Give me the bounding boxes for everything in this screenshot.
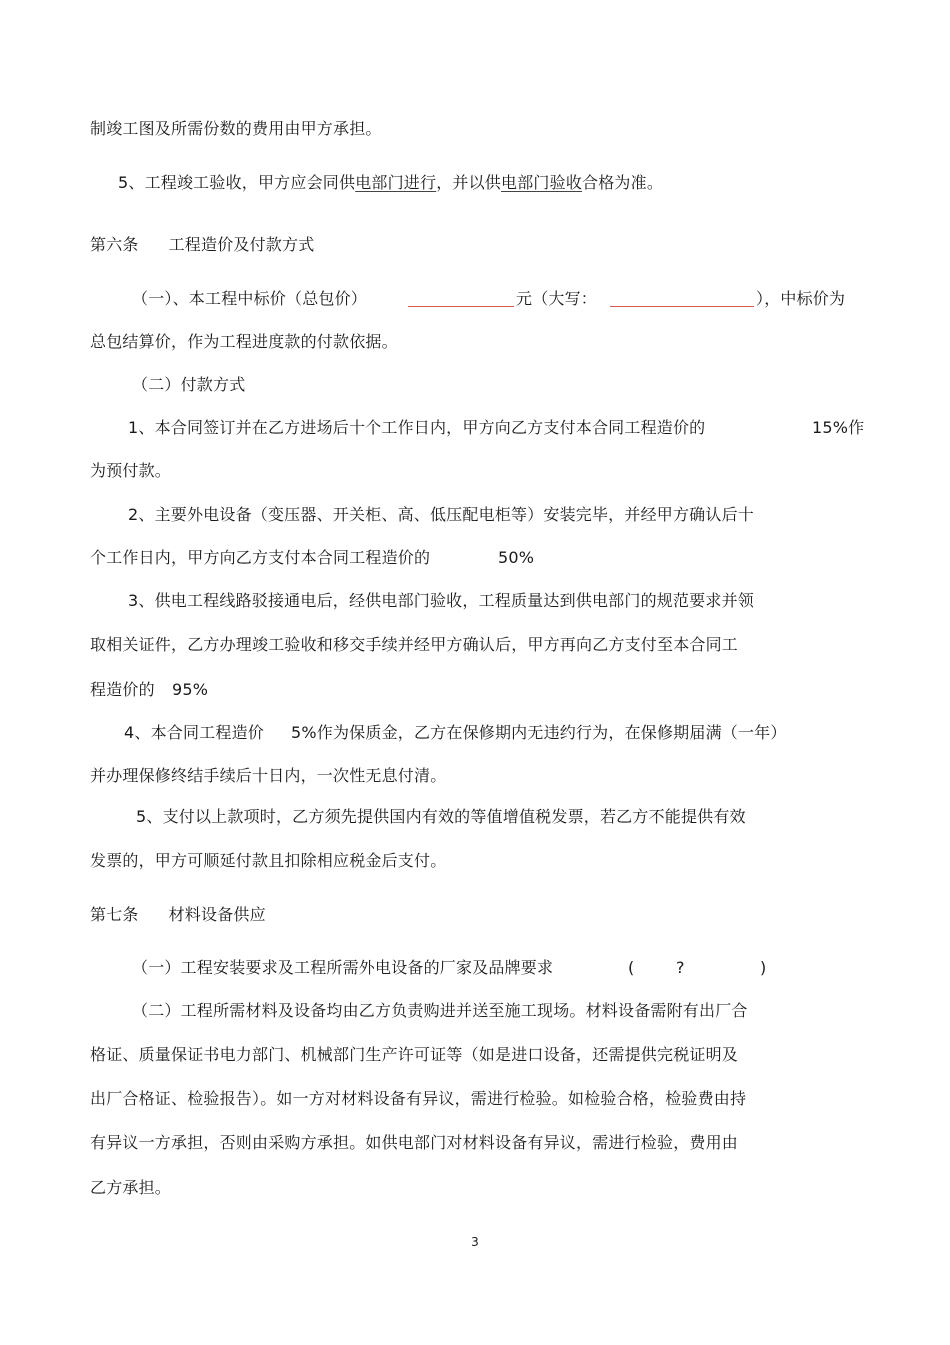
material-clause-1-question: ?	[676, 958, 685, 977]
paragraph-line: 有异议一方承担，否则由采购方承担。如供电部门对材料设备有异议，需进行检验，费用由	[90, 1133, 739, 1152]
payment-clause-2: 2、主要外电设备（变压器、开关柜、高、低压配电柜等）安装完毕，并经甲方确认后十	[128, 505, 754, 524]
paragraph-line: 乙方承担。	[90, 1178, 172, 1197]
paragraph-line: 总包结算价，作为工程进度款的付款依据。	[90, 332, 398, 351]
payment-clause-2-percent: 50%	[498, 548, 535, 567]
paragraph-line: 取相关证件，乙方办理竣工验收和移交手续并经甲方确认后，甲方再向乙方支付至本合同工	[90, 635, 739, 654]
paragraph-line: 为预付款。	[90, 461, 172, 480]
paragraph-line: 程造价的	[90, 680, 155, 699]
payment-clause-1-percent: 15%作	[812, 418, 865, 437]
material-clause-1-open-paren: (	[628, 958, 635, 977]
paragraph-line: 个工作日内，甲方向乙方支付本合同工程造价的	[90, 548, 431, 567]
payment-clause-4-start: 4、本合同工程造价	[124, 723, 264, 742]
article-6-heading: 第六条 工程造价及付款方式	[90, 235, 315, 254]
payment-clause-3: 3、供电工程线路驳接通电后，经供电部门验收，工程质量达到供电部门的规范要求并领	[128, 591, 754, 610]
paragraph-line: 制竣工图及所需份数的费用由甲方承担。	[90, 119, 382, 138]
paragraph-line: 发票的，甲方可顺延付款且扣除相应税金后支付。	[90, 851, 447, 870]
paragraph-line: 格证、质量保证书电力部门、机械部门生产许可证等（如是进口设备，还需提供完税证明及	[90, 1045, 739, 1064]
bid-price-uppercase-label: 元（大写：	[516, 289, 598, 308]
payment-clause-3-percent: 95%	[172, 680, 209, 699]
payment-clause-4: 5%作为保质金，乙方在保修期内无违约行为，在保修期届满（一年）	[291, 723, 787, 742]
paragraph-line: 出厂合格证、检验报告）。如一方对材料设备有异议，需进行检验。如检验合格，检验费由持	[90, 1089, 747, 1108]
article-7-heading: 第七条 材料设备供应	[90, 905, 266, 924]
bid-price-tail: ），中标价为	[756, 289, 846, 308]
bid-price-blank	[408, 292, 514, 307]
material-clause-1: （一）工程安装要求及工程所需外电设备的厂家及品牌要求	[132, 958, 554, 977]
bid-price-uppercase-blank	[610, 292, 754, 307]
clause-5-acceptance: 5、工程竣工验收，甲方应会同供电部门进行，并以供电部门验收合格为准。	[118, 173, 664, 192]
page-number: 3	[471, 1235, 479, 1249]
material-clause-2: （二）工程所需材料及设备均由乙方负责购进并送至施工现场。材料设备需附有出厂合	[132, 1001, 748, 1020]
payment-method-heading: （二）付款方式	[132, 375, 246, 394]
bid-price-line: （一）、本工程中标价（总包价）	[132, 289, 368, 308]
payment-clause-1: 1、本合同签订并在乙方进场后十个工作日内，甲方向乙方支付本合同工程造价的	[128, 418, 706, 437]
paragraph-line: 并办理保修终结手续后十日内，一次性无息付清。	[90, 766, 447, 785]
material-clause-1-close-paren: )	[760, 958, 767, 977]
payment-clause-5: 5、支付以上款项时，乙方须先提供国内有效的等值增值税发票，若乙方不能提供有效	[136, 807, 746, 826]
